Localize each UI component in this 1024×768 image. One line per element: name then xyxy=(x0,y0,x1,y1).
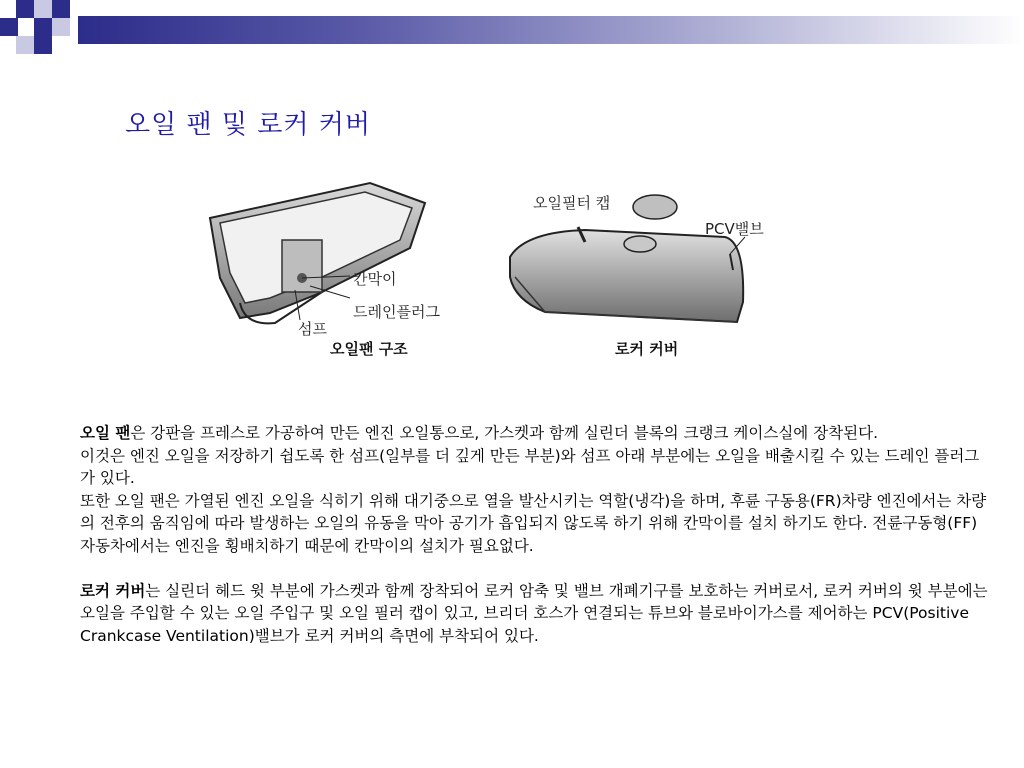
rocker-cover-figure xyxy=(505,182,795,367)
body-text xyxy=(80,422,994,647)
rocker-cover-label-pcv-valve: PCV밸브 xyxy=(705,220,764,238)
oil-pan-label-baffle: 칸막이 xyxy=(353,270,397,288)
oil-pan-caption: 오일팬 구조 xyxy=(330,340,408,358)
oil-pan-label-sump: 섬프 xyxy=(298,320,327,338)
paragraph-oil-pan-sump: 이것은 엔진 오일을 저장하기 쉽도록 한 섬프(일부를 더 깊게 만든 부분)와 섬프 아래 부분에는 오일을 배출시킬 수 있는 드레인 플러그가 있다. xyxy=(80,446,980,487)
oil-pan-label-drain-plug: 드레인플러그 xyxy=(353,303,440,321)
header-gradient-bar xyxy=(78,16,1024,44)
paragraph-oil-pan-definition: 오일 팬은 강판을 프레스로 가공하여 만든 엔진 오일통으로, 가스켓과 함께 실린더 블록의 크랭크 케이스실에 장착된다. xyxy=(80,424,879,442)
oil-pan-figure xyxy=(200,178,470,363)
paragraph-oil-pan-baffle: 또한 오일 팬은 가열된 엔진 오일을 식히기 위해 대기중으로 열을 발산시키는 역할(냉각)을 하며, 후륜 구동용(FR)차량 엔진에서는 차량의 전후의 움직임에 따라 발생하는 오일의 유동을 막아 공기가 흡입되지 않도록 하기 위해 칸막이를 설치 하기도 한다. 전륜구동형(FF) 자동차에서는 엔진을 횡배치하기 때문에 칸막이의 설치가 필요없다. xyxy=(80,491,987,555)
rocker-cover-caption: 로커 커버 xyxy=(615,340,679,358)
oil-pan-illustration xyxy=(200,178,470,363)
slide-title: 오일 팬 및 로커 커버 xyxy=(125,110,371,140)
paragraph-rocker-cover: 로커 커버는 실린더 헤드 윗 부분에 가스켓과 함께 장착되어 로커 암축 및 밸브 개폐기구를 보호하는 커버로서, 로커 커버의 윗 부분에는 오일을 주입할 수 있는 오일 주입구 및 오일 필러 캡이 있고, 브리더 호스가 연결되는 튜브와 블로바이가스를 제어하는 PCV(Positive Crankcase Ventilation)밸브가 로커 커버의 측면에 부착되어 있다. xyxy=(80,581,988,645)
rocker-cover-label-filler-cap: 오일필터 캡 xyxy=(533,194,611,212)
term-oil-pan: 오일 팬 xyxy=(80,424,131,442)
term-rocker-cover: 로커 커버 xyxy=(80,581,146,600)
paragraph-spacer xyxy=(80,557,994,580)
